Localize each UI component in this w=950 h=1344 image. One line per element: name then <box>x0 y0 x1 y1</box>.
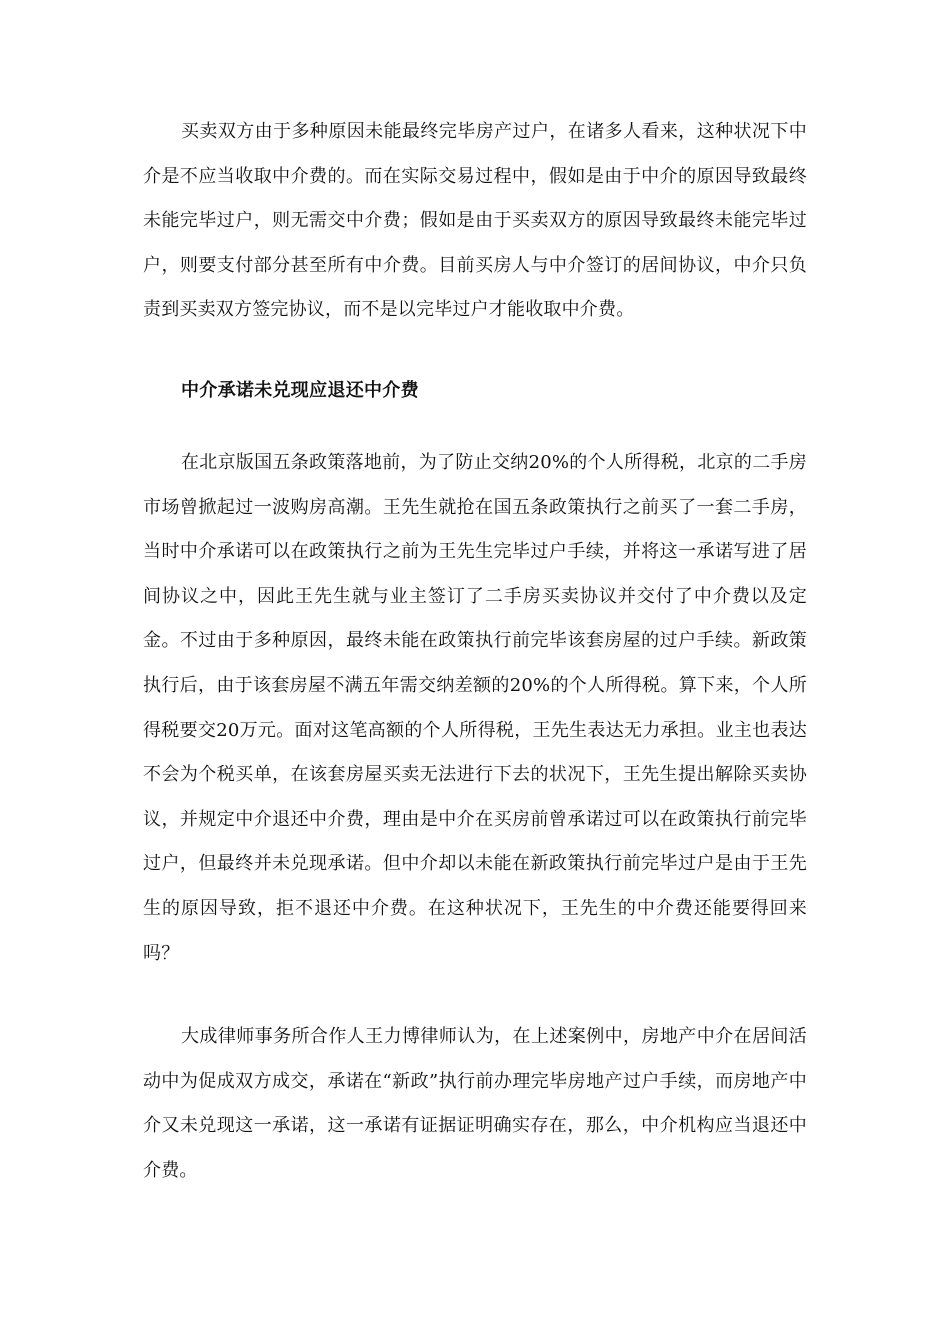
paragraph-lawyer-opinion: 大成律师事务所合作人王力博律师认为，在上述案例中，房地产中介在居间活动中为促成双方成交，承诺在“新政”执行前办理完毕房地产过户手续，而房地产中介又未兑现这一承诺，这一承诺有证据证明确实存在，那么，中介机构应当退还中介费。 <box>143 1026 807 1181</box>
paragraph-case: 在北京版国五条政策落地前，为了防止交纳20%的个人所得税，北京的二手房市场曾掀起过一波购房高潮。王先生就抢在国五条政策执行之前买了一套二手房，当时中介承诺可以在政策执行之前为王先生完毕过户手续，并将这一承诺写进了居间协议之中，因此王先生就与业主签订了二手房买卖协议并交付了中介费以及定金。不过由于多种原因，最终未能在政策执行前完毕该套房屋的过户手续。新政策执行后，由于该套房屋不满五年需交纳差额的20%的个人所得税。算下来，个人所得税要交20万元。面对这笔高额的个人所得税，王先生表达无力承担。业主也表达不会为个税买单，在该套房屋买卖无法进行下去的状况下，王先生提出解除买卖协议，并规定中介退还中介费，理由是中介在买房前曾承诺过可以在政策执行前完毕过户，但最终并未兑现承诺。但中介却以未能在新政策执行前完毕过户是由于王先生的原因导致，拒不退还中介费。在这种状况下，王先生的中介费还能要得回来吗？ <box>143 452 807 964</box>
section-heading: 中介承诺未兑现应退还中介费 <box>181 380 419 401</box>
paragraph-intro: 买卖双方由于多种原因未能最终完毕房产过户，在诸多人看来，这种状况下中介是不应当收取中介费的。而在实际交易过程中，假如是由于中介的原因导致最终未能完毕过户，则无需交中介费；假如是由于买卖双方的原因导致最终未能完毕过户，则要支付部分甚至所有中介费。目前买房人与中介签订的居间协议，中介只负责到买卖双方签完协议，而不是以完毕过户才能收取中介费。 <box>143 121 807 321</box>
